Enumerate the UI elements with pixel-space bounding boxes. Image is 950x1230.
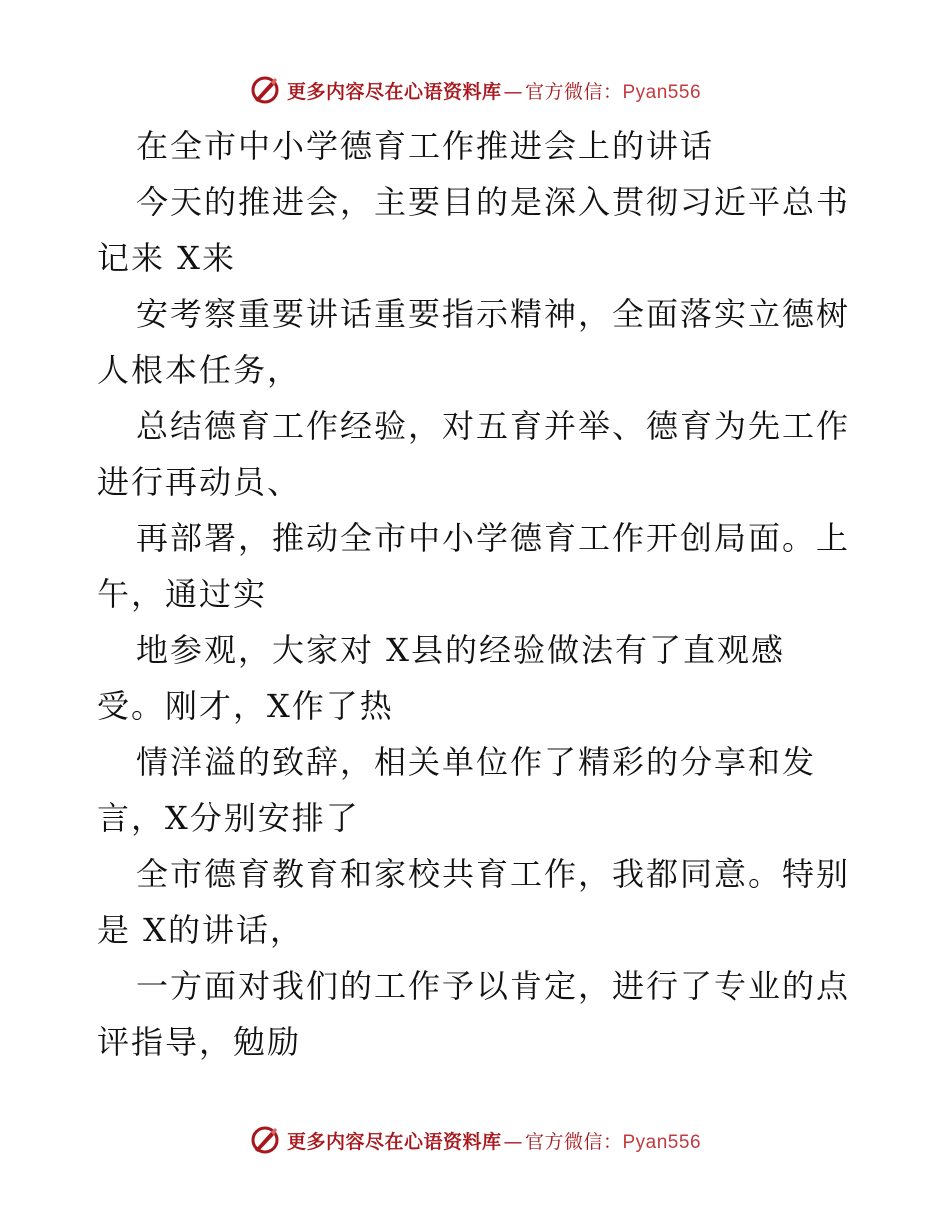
- paragraph-line: 记来 X来: [97, 239, 236, 277]
- banner-text: 更多内容尽在心语资料库 — 官方微信：Pyan556: [286, 1130, 702, 1153]
- paragraph-line: 今天的推进会，主要目的是深入贯彻习近平总书: [136, 183, 851, 221]
- paragraph-line: 言，X分别安排了: [97, 799, 360, 837]
- header-watermark-banner: [0, 72, 950, 108]
- pen-logo-icon: [249, 1124, 281, 1156]
- paragraph-line: 评指导，勉励: [97, 1023, 302, 1061]
- paragraph-line: 受。刚才，X作了热: [97, 687, 394, 725]
- paragraph-line: 进行再动员、: [97, 463, 302, 501]
- paragraph-line: 全市德育教育和家校共育工作，我都同意。特别: [136, 855, 851, 893]
- paragraph-line: 地参观，大家对 X县的经验做法有了直观感: [136, 631, 785, 669]
- paragraph-line: 情洋溢的致辞，相关单位作了精彩的分享和发: [136, 743, 817, 781]
- paragraph-line: 安考察重要讲话重要指示精神，全面落实立德树: [136, 295, 851, 333]
- paragraph-line: 人根本任务，: [97, 351, 302, 389]
- document-title: 在全市中小学德育工作推进会上的讲话: [136, 127, 715, 165]
- banner-text: 更多内容尽在心语资料库 — 官方微信：Pyan556: [286, 80, 702, 103]
- paragraph-line: 总结德育工作经验，对五育并举、德育为先工作: [136, 407, 851, 445]
- paragraph-line: 是 X的讲话，: [97, 911, 304, 949]
- footer-watermark-banner: [0, 1122, 950, 1158]
- paragraph-line: 再部署，推动全市中小学德育工作开创局面。上: [136, 519, 851, 557]
- paragraph-line: 午，通过实: [97, 575, 268, 613]
- paragraph-line: 一方面对我们的工作予以肯定，进行了专业的点: [136, 967, 851, 1005]
- pen-logo-icon: [249, 74, 281, 106]
- document-body: [97, 118, 857, 1070]
